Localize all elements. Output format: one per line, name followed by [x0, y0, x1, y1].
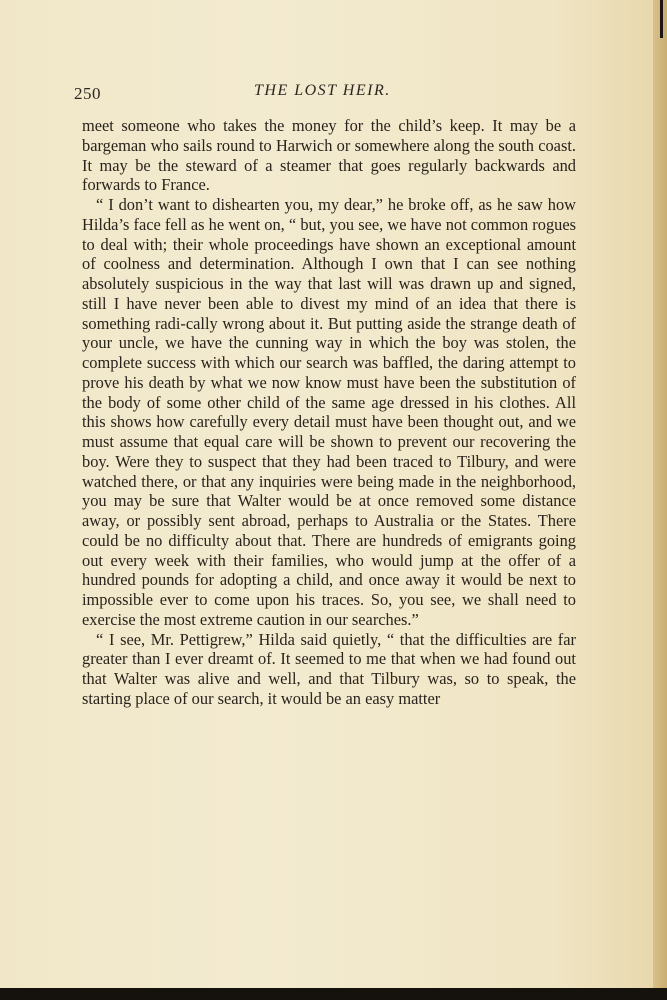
page-edge	[653, 0, 667, 988]
page-number: 250	[74, 84, 101, 103]
page-header	[74, 80, 584, 104]
body-text	[82, 116, 576, 709]
running-title: THE LOST HEIR.	[254, 82, 391, 99]
scan-bottom-border	[0, 988, 667, 1000]
paragraph-continued: meet someone who takes the money for the child’s keep. It may be a bargeman who sails round to Harwich or somewhere along the south coast. It may be the steward of a steamer that goes regularly backwards and forwards to France.	[82, 116, 576, 195]
paragraph-hilda-reply: “ I see, Mr. Pettigrew,” Hilda said quietly, “ that the difficulties are far greater than I ever dreamt of. It seemed to me that when we had found out that Walter was alive and well, and that Tilbury was, so to speak, the starting place of our search, it would be an easy matter	[82, 629, 576, 708]
edge-mark	[660, 0, 663, 38]
paragraph-dialogue: “ I don’t want to dishearten you, my dear,” he broke off, as he saw how Hilda’s face fell as he went on, “ but, you see, we have not common rogues to deal with; their whole proceedings have shown an exceptional amount of coolness and determination. Although I own that I can see nothing absolutely suspicious in the way that last will was drawn up and signed, still I have never been able to divest my mind of an idea that there is something radi-cally wrong about it. But putting aside the strange death of your uncle, we have the cunning way in which the boy was stolen, the complete success with which our search was baffled, the daring attempt to prove his death by what we now know must have been the substitution of the body of some other child of the same age dressed in his clothes. All this shows how carefully every detail must have been thought out, and we must assume that equal care will be shown to prevent our recovering the boy. Were they to suspect that they had been traced to Tilbury, and were watched there, or that any inquiries were being made in the neighborhood, you may be sure that Walter would be at once removed some distance away, or possibly sent abroad, perhaps to Australia or the States. There could be no difficulty about that. There are hundreds of emigrants going out every week with their families, who would jump at the offer of a hundred pounds for adopting a child, and once away it would be next to impossible ever to come upon his traces. So, you see, we shall need to exercise the most extreme caution in our searches.”	[82, 195, 576, 629]
